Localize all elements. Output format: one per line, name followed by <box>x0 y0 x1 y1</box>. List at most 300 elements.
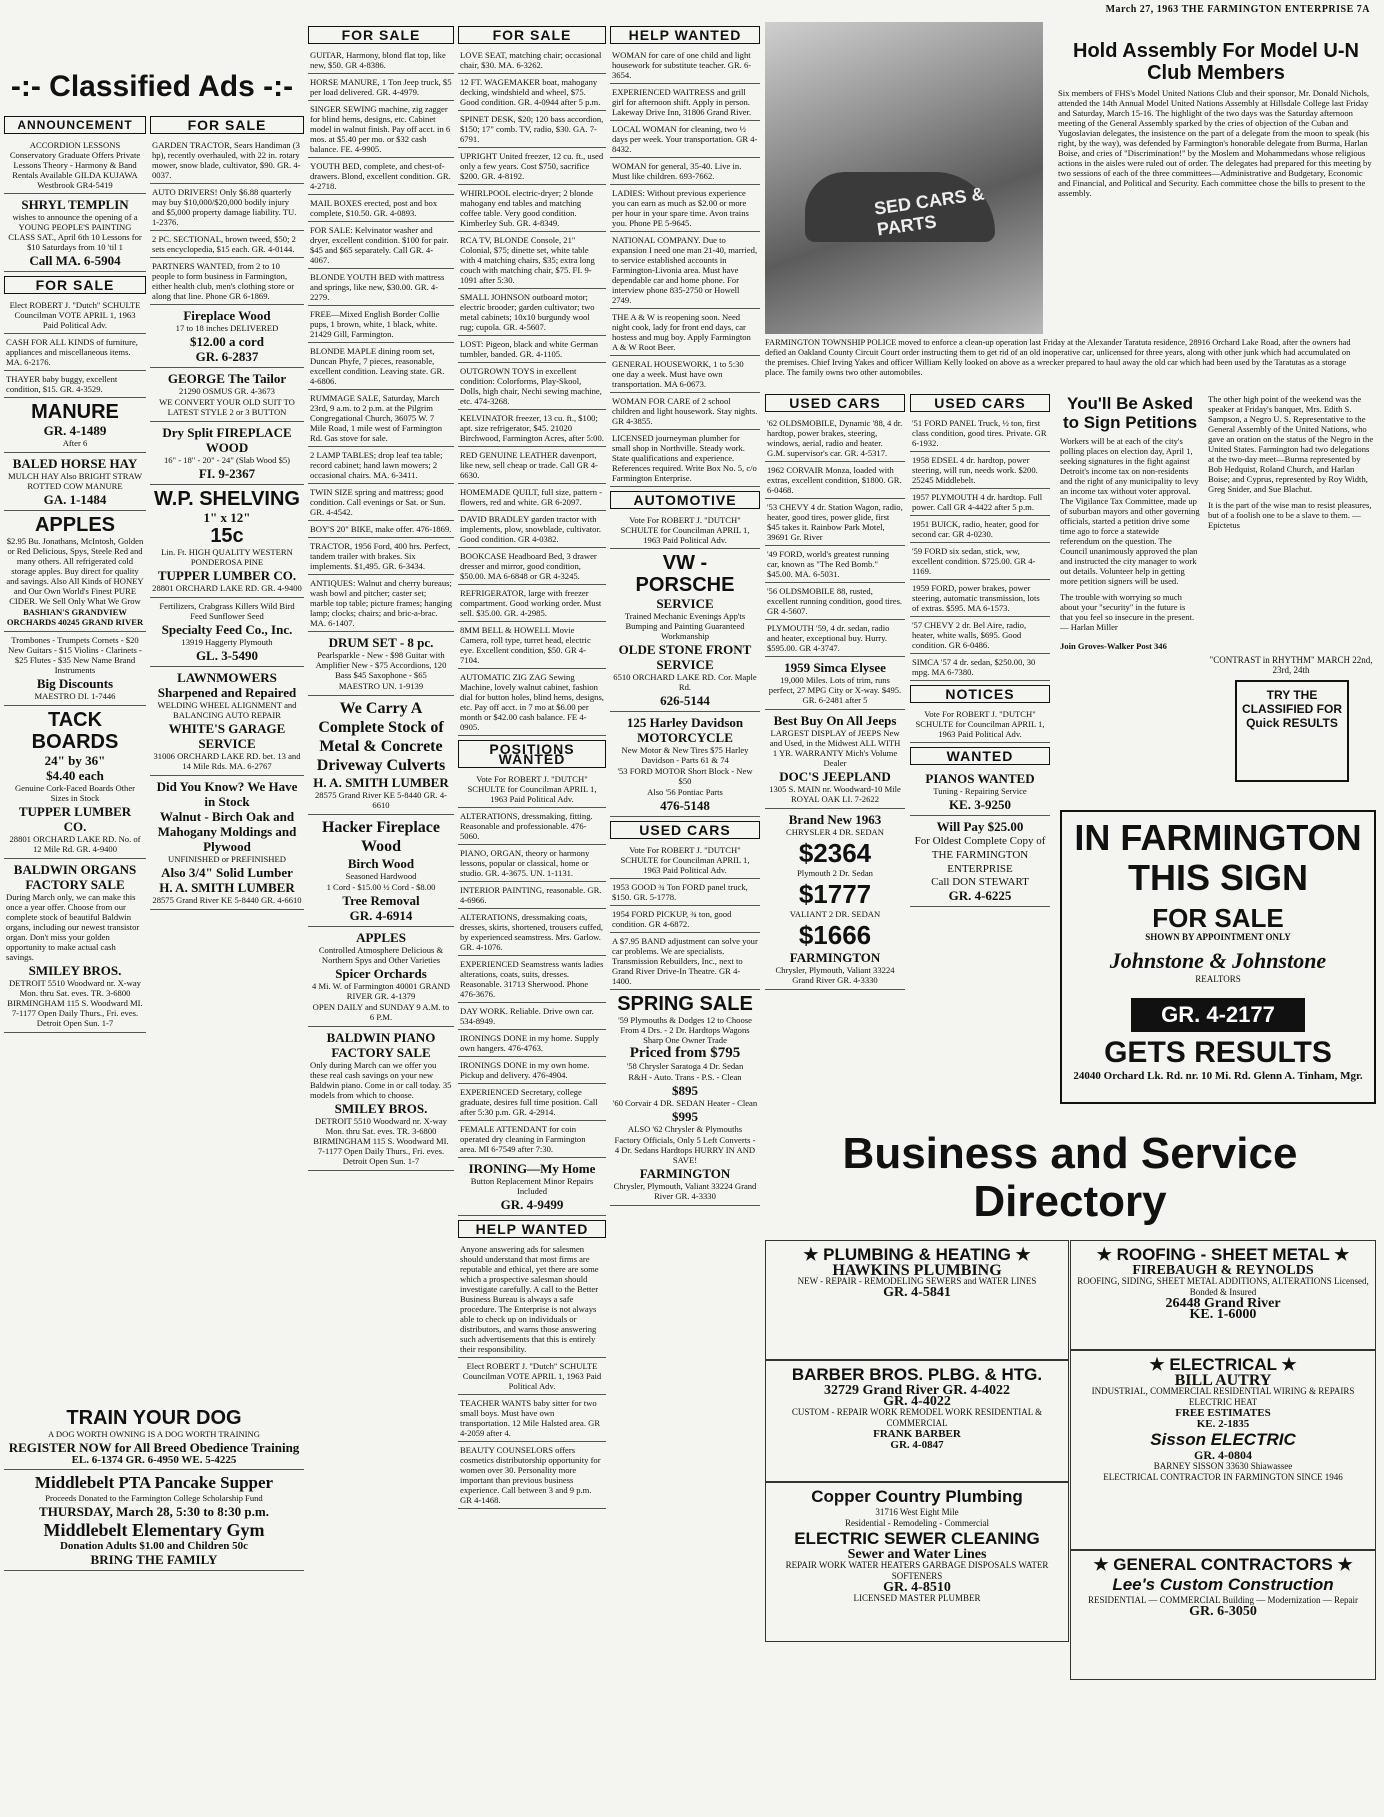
antiques-ad: ANTIQUES: Walnut and cherry bureaus; wash bowl and pitcher; caster set; marble top table; picture frames; hanging lamp; clocks; chairs; and bric-a-brac. MA. 6-1407. <box>308 575 454 632</box>
tree-phone: GR. 4-6914 <box>349 908 413 923</box>
lamp-ad: 2 LAMP TABLES; drop leaf tea table; record cabinet; hand lawn mowers; 2 occasional chairs. MA. 6-3411. <box>308 447 454 484</box>
whirlpool-ad: WHIRLPOOL electric-dryer; 2 blonde mahogany end tables and matching coffee table. Very good condition. Kimberley Sub. GR. 4-8349. <box>458 185 606 232</box>
section-automotive: AUTOMOTIVE <box>610 491 760 509</box>
apples-ad <box>4 511 146 632</box>
lee-name: Lee's Custom Construction <box>1112 1575 1334 1594</box>
ironing3-ad <box>458 1158 606 1216</box>
specialty-ad <box>150 598 304 667</box>
ironing3-phone: GR. 4-9499 <box>500 1197 564 1212</box>
ironing3-title: IRONING—My Home <box>468 1161 596 1176</box>
specialty-phone: GL. 3-5490 <box>195 648 259 663</box>
schulte-ad-4: Vote For ROBERT J. "DUTCH" SCHULTE for Councilman APRIL 1, 1963 Paid Political Adv. <box>610 512 760 549</box>
tailor-ad <box>150 368 304 422</box>
maestro-1: MAESTRO DI. 1-7446 <box>34 691 116 701</box>
photo-caption: FARMINGTON TOWNSHIP POLICE moved to enforce a clean-up operation last Friday at the Alexander Taratuta residence, 28916 Orchard Lake Road, after the owners had defied an Oakland County Circuit Court order instructing them to get rid of an old inoperative car, unlicensed for three years, along with other junk which had accumulated on the premises. Chief Irving Yakes and officer William Kelly looked on above as a wrecker prepared to haul away the old car which had been used by the Taratutas as a storage place. The family owns two other automobiles. <box>765 338 1351 377</box>
leather-ad: RED GENUINE LEATHER davenport, like new, sell cheap or trade. Call GR 4-6630. <box>458 447 606 484</box>
rummage-ad: RUMMAGE SALE, Saturday, March 23rd, 9 a.m. to 2 p.m. at the Pilgrim Congregational Church, 36075 W. 7 Mile Road, 1 mile west of Farmington Rd. Gas stove for sale. <box>308 390 454 447</box>
sign-phone: GR. 4-2177 <box>1131 998 1305 1032</box>
horse-ad: HORSE MANURE, 1 Ton Jeep truck, $5 per load delivered. GR. 4-4979. <box>308 74 454 101</box>
female-ad: FEMALE ATTENDANT for coin operated dry cleaning in Farmington area. MI 6-7549 after 7:30. <box>458 1121 606 1158</box>
hacker-ad <box>308 815 454 927</box>
tack-price: $4.40 each <box>46 768 104 783</box>
business-directory <box>765 1130 1375 1226</box>
copper-addr: 31716 West Eight Mile <box>875 1507 959 1517</box>
pta-family: BRING THE FAMILY <box>90 1552 218 1567</box>
used-cars-col-a <box>765 390 905 1125</box>
harley-text: New Motor & New Tires $75 Harley Davidson - Parts 61 & 74 <box>621 745 749 765</box>
plumbing-heading: ★ PLUMBING & HEATING ★ <box>803 1245 1031 1264</box>
section-notices: NOTICES <box>910 685 1050 703</box>
dry-title: Dry Split FIREPLACE WOOD <box>162 425 292 455</box>
woman-ad: WOMAN for care of one child and light housework for substitute teacher. GR. 6-3654. <box>610 47 760 84</box>
piano-ad: PIANO, ORGAN, theory or harmony lessons, popular or classical, home or studio. GR. 4-3675. UN. 1-1131. <box>458 845 606 882</box>
barber-addr: 32729 Grand River GR. 4-4022 <box>823 1383 1010 1398</box>
ironings2-ad: IRONINGS DONE in my own home. Pickup and delivery. 476-4904. <box>458 1057 606 1084</box>
valiant-sedan: VALIANT 2 DR. SEDAN <box>789 909 881 919</box>
spicer-name: Spicer Orchards <box>335 966 427 981</box>
spicer-addr: 4 Mi. W. of Farmington 40001 GRAND RIVER GR. 4-1379 <box>312 981 450 1001</box>
section-help-wanted: HELP WANTED <box>610 26 760 44</box>
spicer-ad <box>308 927 454 1027</box>
apples2-title: APPLES <box>356 930 406 945</box>
know-title: Did You Know? We Have in Stock <box>156 779 298 809</box>
baldwin-piano-text: Only during March can we offer you these real cash savings on your new Baldwin piano. Come in or call today. 35 models from which to choose. <box>310 1060 452 1100</box>
party-body: The other high point of the weekend was the speaker at Friday's banquet, Mrs. Edith S. Sampson, a Negro U. S. Representative to the General Assembly of the United Nations, who gave an oration on the status of the Negro in the United States. Farmington had two delegations at the two-day meet—Burma represented by Bob Hedquist, Roland Church, and Harlan Boise; and Cyprus, represented by Roy Width, Greg Snider, and Sue Blachut. <box>1208 394 1374 494</box>
pickup-ad: 1954 FORD PICKUP, ¾ ton, good condition. GR 4-6872. <box>610 906 760 933</box>
hasmith2-name: H. A. SMITH LUMBER <box>313 775 449 790</box>
dog-phones: EL. 6-1374 GR. 6-4950 WE. 5-4225 <box>71 1454 237 1466</box>
section-for-sale-1: FOR SALE <box>4 276 146 294</box>
firebaugh-box <box>1070 1240 1376 1350</box>
seamstress-ad: EXPERIENCED Seamstress wants ladies alterations, coats, suits, dresses. Reasonable. 31713 Sherwood. Phone 476-3676. <box>458 956 606 1003</box>
culverts-ad <box>308 696 454 815</box>
pta-date: THURSDAY, March 28, 5:30 to 8:30 p.m. <box>39 1504 269 1519</box>
ironing3-text: Button Replacement Minor Repairs Included <box>470 1176 594 1196</box>
walnut-title: Walnut - Birch Oak and Mahogany Moldings and Plywood <box>157 809 297 854</box>
pta-donation: Donation Adults $1.00 and Children 50c <box>59 1540 249 1552</box>
manure-after: After 6 <box>62 438 88 448</box>
wood-title: Fireplace Wood <box>183 308 271 323</box>
panel-ad: '51 FORD PANEL Truck, ½ ton, first class condition, good tires. Private. GR 6-1932. <box>910 415 1050 452</box>
column-4 <box>458 22 606 1812</box>
pontiac-text: Also '56 Pontiac Parts <box>647 787 723 797</box>
spring-sale-ad <box>610 990 760 1206</box>
petitions-headline: You'll Be Asked to Sign Petitions <box>1062 394 1198 432</box>
section-used-cars-3: USED CARS <box>910 394 1050 412</box>
general-heading: ★ GENERAL CONTRACTORS ★ <box>1093 1555 1353 1574</box>
hasmith-name: H. A. SMITH LUMBER <box>159 880 295 895</box>
harley-ad <box>610 712 760 817</box>
baldwin-title: BALDWIN ORGANS FACTORY SALE <box>13 862 137 892</box>
painting-ad: INTERIOR PAINTING, reasonable. GR. 4-6966. <box>458 882 606 909</box>
petitions-body: Workers will be at each of the city's polling places on election day, April 1, seeking signatures in the fight against Detroit's income tax on non-residents and the right of any municipality to levy an income tax without voter approval. The Vigilance Tax Committee, made up of suburban mayors and other governing officials, started a petition drive some time ago to force a statewide referendum on the question. The Council unanimously approved the plan and instructed the city manager to work out details. Volunteer help in getting more petition signers will be used. <box>1060 436 1200 586</box>
discounts: Big Discounts <box>36 676 114 691</box>
orchards-name: BASHIAN'S GRANDVIEW ORCHARDS 40245 GRAND RIVER <box>6 607 144 627</box>
simca-title: 1959 Simca Elysee <box>784 660 886 675</box>
firebaugh-text: ROOFING, SIDING, SHEET METAL ADDITIONS, ALTERATIONS Licensed, Bonded & Insured <box>1077 1276 1369 1297</box>
sisson-phone: GR. 4-0804 <box>1194 1448 1252 1462</box>
boat-ad: 12 FT. WAGEMAKER boat, mahogany decking, windshield and wheel, $75. Good condition. GR. 4-0944 after 5 p.m. <box>458 74 606 111</box>
shelving-title: W.P. SHELVING <box>154 488 300 510</box>
wood-text: 17 to 18 inches DELIVERED <box>175 323 279 333</box>
alterations-ad: ALTERATIONS, dressmaking, fitting. Reasonable and professionable. 476-5060. <box>458 808 606 845</box>
smiley-addr: DETROIT 5510 Woodward nr. X-way Mon. thru Sat. eves. TR. 3-6800 BIRMINGHAM 115 S. Woodward MI. 7-1177 Open Daily Thurs., Fri. eves. Detroit Open Sun. 1-7 <box>7 978 143 1028</box>
schulte-ad-2: Vote For ROBERT J. "DUTCH" SCHULTE for Councilman APRIL 1, 1963 Paid Political Adv. <box>458 771 606 808</box>
barber-custom: CUSTOM - REPAIR WORK REMODEL WORK RESIDENTIAL & COMMERCIAL <box>791 1407 1043 1428</box>
plymouth57-ad: 1957 PLYMOUTH 4 dr. hardtop. Full power. Call GR 4-4422 after 5 p.m. <box>910 489 1050 516</box>
templin-ad <box>4 194 146 272</box>
smiley-name: SMILEY BROS. <box>28 963 122 978</box>
toys-ad: OUTGROWN TOYS in excellent condition: Colorforms, Play-Skool, Dolls, high chair, Nechi sewing machine, etc. 474-3268. <box>458 363 606 410</box>
barney-text: ELECTRICAL CONTRACTOR IN FARMINGTON SINCE 1946 <box>1103 1472 1343 1482</box>
firebaugh-addr: 26448 Grand River <box>1165 1296 1281 1311</box>
dog-ad <box>4 1404 304 1470</box>
hawkins-box <box>765 1240 1069 1360</box>
price-995: $995 <box>672 1109 698 1124</box>
sewer-text: REPAIR WORK WATER HEATERS GARBAGE DISPOSALS WATER SOFTENERS <box>785 1560 1049 1581</box>
pontiac-phone: 476-5148 <box>660 798 710 813</box>
licensed-text: LICENSED MASTER PLUMBER <box>853 1593 981 1603</box>
section-used-cars-1: USED CARS <box>610 821 760 839</box>
daywork-ad: DAY WORK. Reliable. Drive own car. 534-8949. <box>458 1003 606 1030</box>
drum-text: Pearlsparkle - New - $98 Guitar with Amplifier New - $75 Accordions, 120 Bass $45 Saxophone - $65 <box>315 650 447 680</box>
templin-name: SHRYL TEMPLIN <box>21 197 129 212</box>
brand-new: Brand New 1963 <box>788 812 882 827</box>
sewer-title: ELECTRIC SEWER CLEANING <box>794 1529 1040 1548</box>
firebaugh-name: FIREBAUGH & REYNOLDS <box>1132 1263 1314 1278</box>
petitions-story <box>1060 394 1200 804</box>
jeeps-ad <box>765 710 905 809</box>
wood-ad <box>150 305 304 368</box>
rca-ad: RCA TV, BLONDE Console, 21" Colonial, $75; dinette set, white table with 4 matching chairs, $35; extra long couch with matching chair, $75. FI. 9-1091 after 5:30. <box>458 232 606 289</box>
band-ad: A $7.95 BAND adjustment can solve your car problems. We are specialists. Transmission Rebuilders, Inc., next to Grand River Drive-In Theatre. GR 4-1400. <box>610 933 760 990</box>
simca-text: 19,000 Miles. Lots of trim, runs perfect, 27 MPG City or X-way. $495. GR. 6-2481 after 5 <box>768 675 902 705</box>
model-un-headline: Hold Assembly For Model U-N Club Members <box>1073 40 1359 84</box>
ford-motor: '53 FORD MOTOR Short Block - New $50 <box>617 766 753 786</box>
trombones-ad <box>4 632 146 706</box>
sign-address: 24040 Orchard Lk. Rd. nr. 10 Mi. Rd. Glenn A. Tinham, Mgr. <box>1073 1070 1363 1082</box>
upright-ad: UPRIGHT United freezer, 12 cu. ft., used only a few years. Cost $750, sacrifice $200. GR. 4-8192. <box>458 148 606 185</box>
plymouths-title: ALSO '62 Chrysler & Plymouths <box>627 1124 743 1134</box>
copper-name: Copper Country Plumbing <box>811 1487 1023 1506</box>
templin-text: wishes to announce the opening of a YOUNG PEOPLE'S PAINTING CLASS SAT., April 6th 10 Lessons for $10 Saturdays from 10 'til 1 <box>8 212 142 252</box>
column-2 <box>150 112 304 1402</box>
barney-name: BARNEY SISSON 33630 Shiawassee <box>1153 1461 1293 1471</box>
housework-ad: GENERAL HOUSEWORK, 1 to 5:30 one day a week. Must have own transportation. MA 6-0673. <box>610 356 760 393</box>
beauty-ad: BEAUTY COUNSELORS offers cosmetics distributorship opportunity for women over 30. Personality more important than previous business experience. Call between 3 and 9 p.m. GR 4-1468. <box>458 1442 606 1509</box>
lawn-text: WELDING WHEEL ALIGNMENT and BALANCING AUTO REPAIR <box>157 700 297 720</box>
sign-for-sale: FOR SALE <box>1152 903 1284 933</box>
chrysler-sedan: CHRYSLER 4 DR. SEDAN <box>786 827 884 837</box>
section-positions-wanted: POSITIONS WANTED <box>458 740 606 768</box>
tractor-ad: GARDEN TRACTOR, Sears Handiman (3 hp), recently overhauled, with 22 in. rotary mower, snow blade, cultivator, $90. GR. 4-0037. <box>150 137 304 184</box>
jeeps-text: LARGEST DISPLAY of JEEPS New and Used, in the Midwest ALL WITH 1 YR. WARRANTY Mich's Volume Dealer <box>769 728 901 768</box>
dry-phone: FI. 9-2367 <box>198 466 256 481</box>
apples-text: $2.95 Bu. Jonathans, McIntosh, Golden or Red Delicious, Spys, Steele Red and many others. All refrigerated cold storage apples. Buy direct for quality and savings. Also All Kinds of HONEY and Our Own World's Finest PURE CIDER. We Sell Only What We Grow <box>6 536 144 606</box>
sign-line-1: IN FARMINGTON THIS SIGN <box>1074 817 1362 898</box>
price-2364: $2364 <box>798 838 872 868</box>
plymouth-sedan: Plymouth 2 Dr. Sedan <box>797 868 873 878</box>
column-5 <box>610 22 760 1812</box>
copper-text: Residential - Remodeling - Commercial <box>845 1518 989 1528</box>
directory-title: Business and Service Directory <box>842 1129 1298 1226</box>
chrysler-text: R&H - Auto. Trans - P.S. - Clean <box>628 1072 742 1082</box>
drum-title: DRUM SET - 8 pc. <box>328 635 434 650</box>
unfinished-text: UNFINISHED or PREFINISHED <box>168 854 286 864</box>
manure-phone: GR. 4-1489 <box>43 423 107 438</box>
baldwin-text: During March only, we can make this once a year offer. Choose from our complete stock of beautiful Baldwin organs, including our newest transistor organ. Don't miss your golden opportunity to make actual cash savings. <box>6 892 140 962</box>
olde-name: OLDE STONE FRONT SERVICE <box>618 642 752 672</box>
section-wanted: WANTED <box>910 747 1050 765</box>
national-ad: NATIONAL COMPANY. Due to expansion I need one man 21-40, married, to service established accounts in Farmington-Livonia area. Must have dependable car and home phone. For interview phone 835-2750 or Howell 2749. <box>610 232 760 309</box>
baldwin-piano-ad <box>308 1027 454 1171</box>
vw-title: VW - PORSCHE <box>635 552 735 596</box>
tailor-name: GEORGE The Tailor <box>167 371 287 386</box>
sign-results: GETS RESULTS <box>1104 1036 1332 1069</box>
johnson-ad: SMALL JOHNSON outboard motor; electric brooder; garden cultivator; two metal cabinets; 10x10 burgundy wool rug; cupola. GR. 4-5607. <box>458 289 606 336</box>
general-ad: WOMAN for general, 35-40. Live in. Must like children. 693-7662. <box>610 158 760 185</box>
cleaning-ad: LOCAL WOMAN for cleaning, two ½ days per week. Your transportation. GR 4-8432. <box>610 121 760 158</box>
plymouth-ad: PLYMOUTH '59, 4 dr. sedan, radio and heater, exceptional buy. Hurry. $595.00. GR 4-3747. <box>765 620 905 657</box>
collie-ad: FREE—Mixed English Border Collie pups, 1 brown, white, 1 black, white. 21429 Gill, Farmington. <box>308 306 454 343</box>
pigeon-ad: LOST: Pigeon, black and white German tumbler, banded. GR. 4-1105. <box>458 336 606 363</box>
dry-wood-ad <box>150 422 304 485</box>
tack-text: Genuine Cork-Faced Boards Other Sizes in Stock <box>14 783 136 803</box>
chrysler-dealer-ad <box>765 809 905 990</box>
autry-phone: KE. 2-1835 <box>1196 1418 1250 1430</box>
section-for-sale-4: FOR SALE <box>458 26 606 44</box>
drum-ad <box>308 632 454 696</box>
shelving-text: Lin. Ft. HIGH QUALITY WESTERN PONDEROSA PINE <box>161 547 293 567</box>
kelvinator2-ad: KELVINATOR freezer, 13 cu. ft., $100; apt. size refrigerator, $45. 21020 Birchwood, Farmington Acres, after 5:00. <box>458 410 606 447</box>
cord-text: 1 Cord - $15.00 ½ Cord - $8.00 <box>326 882 436 892</box>
bike-ad: BOY'S 20" BIKE, make offer. 476-1869. <box>308 521 454 538</box>
electrical-heading: ★ ELECTRICAL ★ <box>1149 1355 1297 1374</box>
schulte-ad-6: Vote For ROBERT J. "DUTCH" SCHULTE for Councilman APRIL 1, 1963 Paid Political Adv. <box>910 706 1050 743</box>
dog-text: A DOG WORTH OWNING IS A DOG WORTH TRAINING <box>48 1429 260 1439</box>
simca-ad <box>765 657 905 710</box>
spring-title: SPRING SALE <box>617 993 753 1015</box>
care-ad: WOMAN FOR CARE of 2 school children and light housework. Stay nights. GR 4-3855. <box>610 393 760 430</box>
ford-panel-ad: 1953 GOOD ¾ Ton FORD panel truck, $150. GR. 5-1778. <box>610 879 760 906</box>
sign-realtors: REALTORS <box>1195 974 1241 984</box>
sign-appointment: SHOWN BY APPOINTMENT ONLY <box>1145 932 1291 942</box>
specialty-addr: 13919 Haggerty Plymouth <box>181 637 273 647</box>
simca57-ad: SIMCA '57 4 dr. sedan, $250.00, 30 mpg. MA 6-7380. <box>910 654 1050 681</box>
dry-size: 16" - 18" - 20" - 24" (Slab Wood $5) <box>163 455 291 465</box>
accordion-ad: ACCORDION LESSONS Conservatory Graduate Offers Private Lessons Theory - Harmony & Band Rentals Available GILDA KUJAWA Westbrook GR4-5419 <box>4 137 146 194</box>
price-1666: $1666 <box>798 920 872 950</box>
farmington-name: FARMINGTON <box>639 1166 731 1181</box>
refrigerator-ad: REFRIGERATOR, large with freezer compartment. Good working order. Must sell. $35.00. GR. 4-2985. <box>458 585 606 622</box>
manure-title: MANURE <box>31 401 119 423</box>
spring-text: '59 Plymouths & Dodges 12 to Choose From 4 Drs. - 2 Dr. Hardtops Wagons Sharp One Owner Trade <box>618 1015 752 1045</box>
wood-phone: GR. 6-2837 <box>195 349 259 364</box>
pay-title: Will Pay $25.00 <box>936 819 1024 834</box>
sign-brand: Johnstone & Johnstone <box>1109 948 1327 973</box>
autry-name: BILL AUTRY <box>1174 1372 1272 1389</box>
copper-box <box>765 1482 1069 1642</box>
smiley2-addr: DETROIT 5510 Woodward nr. X-way Mon. thru Sat. eves. TR. 3-6800 BIRMINGHAM 115 S. Woodward MI. 7-1177 Open Daily Thurs., Fri. eves. Detroit Open Sun. 1-7 <box>313 1116 449 1166</box>
column-3 <box>308 22 454 1812</box>
olde-phone: 626-5144 <box>660 693 710 708</box>
jeeps-title: Best Buy On All Jeeps <box>773 713 897 728</box>
pianos-phone: KE. 3-9250 <box>948 797 1012 812</box>
barber-phone: GR. 4-4022 <box>883 1394 951 1409</box>
dog-register: REGISTER NOW for All Breed Obedience Training <box>8 1440 300 1455</box>
farm-text: Chrysler, Plymouth, Valiant 33224 Grand River GR. 4-3330 <box>775 965 895 985</box>
firebaugh-phone: KE. 1-6000 <box>1189 1307 1257 1322</box>
blonde-bed-ad: BLONDE YOUTH BED with mattress and springs, like new, $30.00. GR. 4-2279. <box>308 269 454 306</box>
manure-ad <box>4 398 146 453</box>
olde-addr: 6510 ORCHARD LAKE RD. Cor. Maple Rd. <box>613 672 757 692</box>
baldwin-organs-ad <box>4 859 146 1033</box>
docs-addr: 1305 S. MAIN nr. Woodward-10 Mile ROYAL OAK LI. 7-2622 <box>769 784 901 804</box>
johnstone-ad <box>1060 810 1376 1104</box>
trombones-text: Trombones - Trumpets Cornets - $20 New Guitars - $15 Violins - Clarinets - $25 Flutes - $35 New Name Brand Instruments <box>8 635 142 675</box>
petitions-quote: The trouble with worrying so much about your "security" in the future is that you feel so insecure in the present. — Harlan Miller <box>1060 592 1195 632</box>
pta-title: Middlebelt PTA Pancake Supper <box>34 1473 274 1492</box>
corvair-title: '60 Corvair 4 DR. SEDAN Heater - Clean <box>612 1098 758 1108</box>
loveseat-ad: LOVE SEAT, matching chair; occasional chair, $30. MA. 6-3262. <box>458 47 606 74</box>
pianos-title: PIANOS WANTED <box>925 771 1035 786</box>
party-story <box>1208 394 1374 649</box>
zigzag-ad: AUTOMATIC ZIG ZAG Sewing Machine, lovely walnut cabinet, fashion dial for button holes, blind hems, designs, etc. Pay off acct. in 7 mo at $6.00 per month or $42.00 cash balance. FE 4-0905. <box>458 669 606 736</box>
apples-title: APPLES <box>34 514 116 536</box>
lumber-ad <box>150 776 304 910</box>
corvair-ad: 1962 CORVAIR Monza, loaded with extras, excellent condition, $1800. GR. 6-0468. <box>765 462 905 499</box>
tupper2-addr: 28801 ORCHARD LAKE RD. GR. 4-9400 <box>152 583 302 593</box>
lee-text: RESIDENTIAL — COMMERCIAL Building — Modernization — Repair <box>1087 1595 1359 1605</box>
try-classified-box: TRY THE CLASSIFIED FOR Quick RESULTS <box>1235 680 1349 782</box>
call-phone: GR. 4-6225 <box>948 888 1012 903</box>
price-1777: $1777 <box>798 879 872 909</box>
fert-text: Fertilizers, Crabgrass Killers Wild Bird Feed Sunflower Seed <box>159 601 295 621</box>
page-header: March 27, 1963 THE FARMINGTON ENTERPRISE 7A <box>1105 4 1370 15</box>
hay-text: MULCH HAY Also BRIGHT STRAW ROTTED COW MANURE <box>7 471 143 491</box>
baldwin-piano-title: BALDWIN PIANO FACTORY SALE <box>326 1030 436 1060</box>
tack-title: TACK BOARDS <box>31 709 119 753</box>
used-cars-col-b <box>910 390 1050 1125</box>
tailor-addr: 21290 OSMUS GR. 4-3673 <box>179 386 275 396</box>
whites-addr: 31006 ORCHARD LAKE RD. bet. 13 and 14 Mile Rds. MA. 6-2767 <box>153 751 301 771</box>
shelving-ad <box>150 485 304 598</box>
singer-ad: SINGER SEWING machine, zig zagger for blind hems, designs, etc. Cabinet model in walnut finish. Pay off acct. in 6 mos. at $5.40 per mo. or $32 cash balance. FE. 4-9905. <box>308 101 454 158</box>
alterations2-ad: ALTERATIONS, dressmaking coats, dresses, skirts, shortened, trousers cuffed, by experienced seamstress. Mrs. Garlow. GR. 4-1076. <box>458 909 606 956</box>
bradley-ad: DAVID BRADLEY garden tractor with implements, plow, snowblade, cultivator. Good condition. GR 4-0382. <box>458 511 606 548</box>
lawnmower-ad <box>150 667 304 776</box>
barber-box <box>765 1360 1069 1482</box>
buick-ad: 1951 BUICK, radio, heater, good for second car. GR 4-0230. <box>910 516 1050 543</box>
model-un-story <box>1058 40 1374 390</box>
officials-text: Factory Officials, Only 5 Left Converts - 4 Dr. Sedans Hardtops HURRY IN AND SAVE! <box>614 1135 756 1165</box>
tupper-addr: 28801 ORCHARD LAKE RD. No. of 12 Mile Rd. GR. 4-9400 <box>9 834 141 854</box>
partners-ad: PARTNERS WANTED, from 2 to 10 people to form business in Farmington, either health club, men's clothing store or along that line. Phone GR 6-1869. <box>150 258 304 305</box>
sewer-phone: GR. 4-8510 <box>883 1580 951 1595</box>
drivers-ad: AUTO DRIVERS! Only $6.88 quarterly may buy $10,000/$20,000 bodily injury and $5,000 property damage liability. TU. 1-2376. <box>150 184 304 231</box>
photo-sign: SED CARS & PARTS <box>872 183 986 240</box>
olds-ad: '62 OLDSMOBILE, Dynamic '88, 4 dr. hardtop, power brakes, steering, windows, aerial, radio and heater. G.M. supervisor's car. GR. 4-5317. <box>765 415 905 462</box>
vw-service: SERVICE <box>656 596 714 611</box>
hawkins-phone: GR. 4-5841 <box>883 1285 951 1300</box>
bookcase-ad: BOOKCASE Headboard Bed, 3 drawer dresser and mirror, good condition, $50.00. MA 6-6848 or GR 4-3245. <box>458 548 606 585</box>
apples2-text: Controlled Atmosphere Delicious & Northern Spys and Other Varieties <box>318 945 444 965</box>
lee-phone: GR. 6-3050 <box>1189 1604 1257 1619</box>
bell-ad: 8MM BELL & HOWELL Movie Camera, roll type, turret head, electric eye. Excellent condition, $50. GR 4-7104. <box>458 622 606 669</box>
news-photo <box>765 22 1043 334</box>
hay-ad <box>4 453 146 511</box>
wood-price: $12.00 a cord <box>189 334 265 349</box>
pay-text: For Oldest Complete Copy of THE FARMINGTON ENTERPRISE <box>914 835 1046 875</box>
sewer-subtitle: Sewer and Water Lines <box>847 1547 987 1562</box>
shelving-size: 1" x 12" <box>203 510 251 525</box>
pianos-ad <box>910 768 1050 816</box>
docs-name: DOC'S JEEPLAND <box>779 769 891 784</box>
tupper-name: TUPPER LUMBER CO. <box>18 804 132 834</box>
oldest-copy-ad <box>910 816 1050 907</box>
farm-name: FARMINGTON <box>789 950 881 965</box>
price-895: $895 <box>672 1083 698 1098</box>
tupper2-name: TUPPER LUMBER CO. <box>157 568 297 583</box>
section-help-wanted-2: HELP WANTED <box>458 1220 606 1238</box>
smiley2-name: SMILEY BROS. <box>334 1101 428 1116</box>
frank-phone: GR. 4-0847 <box>890 1439 944 1451</box>
dog-title: TRAIN YOUR DOG <box>66 1407 242 1429</box>
pta-gym: Middlebelt Elementary Gym <box>43 1520 265 1540</box>
post-text: Join Groves-Walker Post 346 <box>1060 640 1167 651</box>
spinet-ad: SPINET DESK, $20; 120 bass accordion, $150; 17" comb. TV, radio, $30. GA. 7-6791. <box>458 111 606 148</box>
electrical-box <box>1070 1350 1376 1550</box>
pta-text: Proceeds Donated to the Farmington College Scholarship Fund <box>45 1493 263 1503</box>
ford59-ad: '59 FORD six sedan, stick, ww, excellent condition. $725.00. GR 4-1169. <box>910 543 1050 580</box>
column-1-bottom <box>4 1404 304 1804</box>
twin-ad: TWIN SIZE spring and mattress; good condition. Call evenings or Sat. or Sun. GR. 4-4542. <box>308 484 454 521</box>
tack-size: 24" by 36" <box>44 753 106 768</box>
schulte-ad-5: Vote For ROBERT J. "DUTCH" SCHULTE for Councilman APRIL 1, 1963 Paid Political Adv. <box>610 842 760 879</box>
sectional-ad: 2 PC. SECTIONAL, brown tweed, $50; 2 sets encyclopedia, $15 each. GR. 4-0144. <box>150 231 304 258</box>
hawkins-text: NEW - REPAIR - REMODELING SEWERS and WATER LINES <box>797 1276 1037 1286</box>
harley-title: 125 Harley Davidson MOTORCYCLE <box>626 715 744 745</box>
hw-notice: Anyone answering ads for salesmen should understand that most firms are reputable and ethical, yet there are some which a prospective salesman should investigate carefully. A call to the Better Business Bureau is always a safe procedure. The Enterprise is not always able to check up on individuals or distributors, and warns those answering such advertisements that this is entirely their responsibility. <box>458 1241 606 1358</box>
ford49-ad: '49 FORD, world's greatest running car, known as "The Red Bomb." $45.00. MA. 6-5031. <box>765 546 905 583</box>
cash-ad: CASH FOR ALL KINDS of furniture, appliances and miscellaneous items. MA. 6-2176. <box>4 334 146 371</box>
schulte-ad-1: Elect ROBERT J. "Dutch" SCHULTE Councilman VOTE APRIL 1, 1963 Paid Political Adv. <box>4 297 146 334</box>
ironings-ad: IRONINGS DONE in my home. Supply own hangers. 476-4763. <box>458 1030 606 1057</box>
secretary-ad: EXPERIENCED Secretary, college graduate, desires full time position. Call after 5:30 p.m. GR. 4-2914. <box>458 1084 606 1121</box>
autry-estimates: FREE ESTIMATES <box>1175 1407 1271 1419</box>
section-for-sale-2: FOR SALE <box>150 116 304 134</box>
maple-ad: BLONDE MAPLE dining room set, Duncan Phyfe, 7 pieces, reasonable, excellent condition. Leaving state. GR. 4-6806. <box>308 343 454 390</box>
kelvinator-ad: FOR SALE: Kelvinator washer and dryer, excellent condition. $100 for pair. $45 and $65 separately. Call GR. 4-4067. <box>308 222 454 269</box>
ford59b-ad: 1959 FORD, power brakes, power steering, automatic transmission, lots of extras. $595. MA 6-1573. <box>910 580 1050 617</box>
templin-phone: Call MA. 6-5904 <box>29 253 121 268</box>
mailboxes-ad: MAIL BOXES erected, post and box complete, $10.50. GR. 4-0893. <box>308 195 454 222</box>
maestro-2: MAESTRO UN. 1-9139 <box>338 681 424 691</box>
frank-name: FRANK BARBER <box>873 1428 961 1440</box>
waitress-ad: EXPERIENCED WAITRESS and grill girl for afternoon shift. Apply in person. Lakeway Drive Inn, 31806 Grand River. <box>610 84 760 121</box>
hasmith-addr: 28575 Grand River KE 5-8440 GR. 4-6610 <box>152 895 302 905</box>
pta-ad <box>4 1470 304 1571</box>
barber-name: BARBER BROS. PLBG. & HTG. <box>791 1365 1043 1384</box>
aw-ad: THE A & W is reopening soon. Need night cook, lady for front end days, car hostess and mug boy. Apply Farmington A & W Root Beer. <box>610 309 760 356</box>
tailor-text: WE CONVERT YOUR OLD SUIT TO LATEST STYLE 2 or 3 BUTTON <box>159 397 295 417</box>
olds88-ad: '56 OLDSMOBILE 88, rusted, excellent running condition, good tires. GR 4-5607. <box>765 583 905 620</box>
section-for-sale-3: FOR SALE <box>308 26 454 44</box>
hay-phone: GA. 1-1484 <box>43 492 107 507</box>
whites-name: WHITE'S GARAGE SERVICE <box>168 721 286 751</box>
hasmith2-addr: 28575 Grand River KE 5-8440 GR. 4-6610 <box>315 790 447 810</box>
seasoned-text: Seasoned Hardwood <box>345 871 417 881</box>
